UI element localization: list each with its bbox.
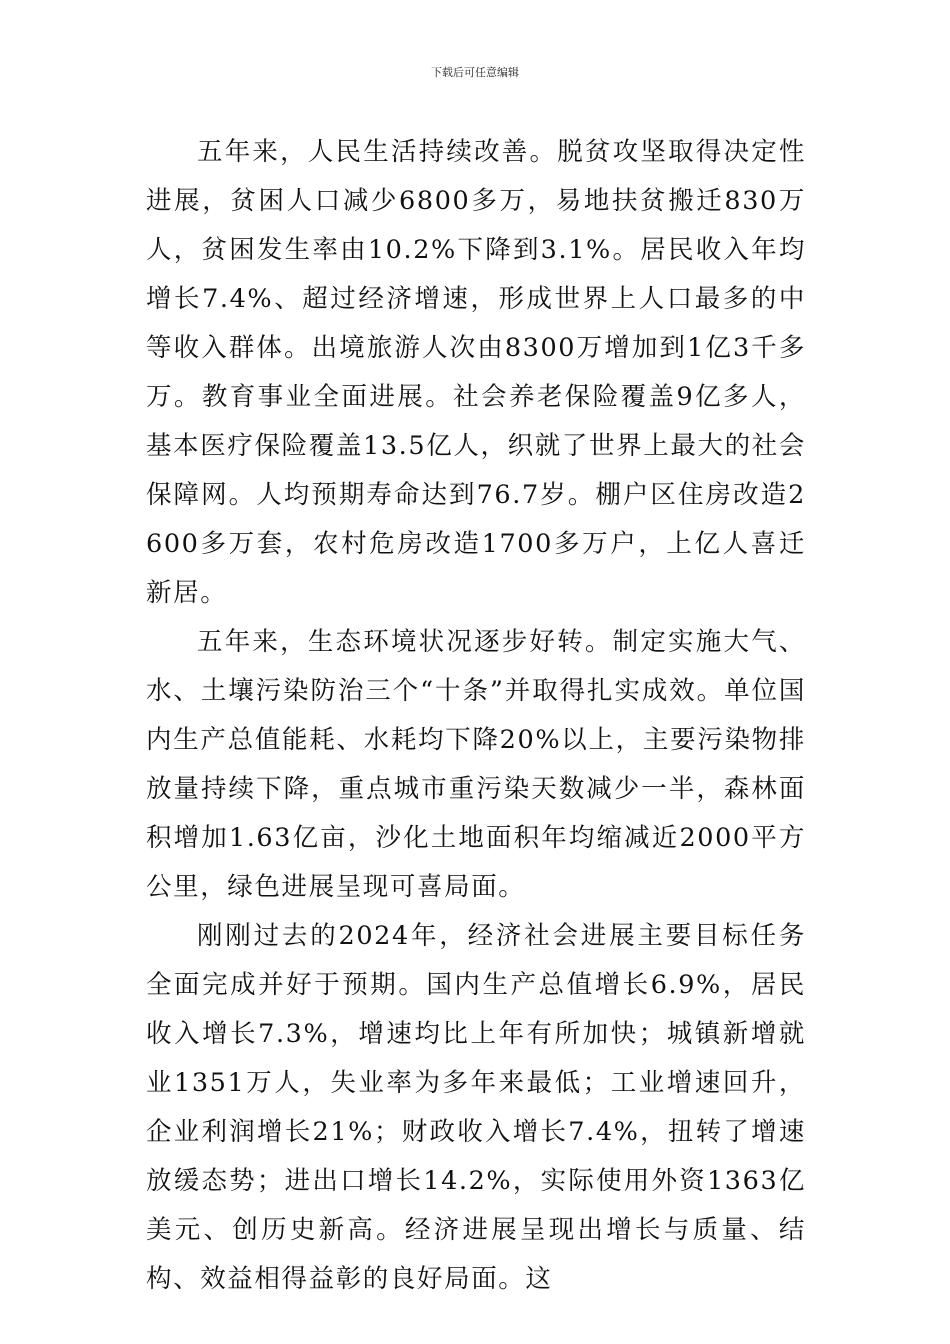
paragraph-ecology: 五年来，生态环境状况逐步好转。制定实施大气、水、土壤污染防治三个“十条”并取得扎实成效。单位国内生产总值能耗、水耗均下降20%以上，主要污染物排放量持续下降，重点城市重污染天数减少一半，森林面积增加1.63亿亩，沙化土地面积年均缩减近2000平方公里，绿色进展呈现可喜局面。 <box>146 627 806 902</box>
document-body <box>146 128 806 1304</box>
paragraph-living-standards: 五年来，人民生活持续改善。脱贫攻坚取得决定性进展，贫困人口减少6800多万，易地扶贫搬迁830万人，贫困发生率由10.2%下降到3.1%。居民收入年均增长7.4%、超过经济增速，形成世界上人口最多的中等收入群体。出境旅游人次由8300万增加到1亿3千多万。教育事业全面进展。社会养老保险覆盖9亿多人，基本医疗保险覆盖13.5亿人，织就了世界上最大的社会保障网。人均预期寿命达到76.7岁。棚户区住房改造2600多万套，农村危房改造1700多万户，上亿人喜迁新居。 <box>146 137 806 608</box>
paragraph-economy-2024: 刚刚过去的2024年，经济社会进展主要目标任务全面完成并好于预期。国内生产总值增长6.9%，居民收入增长7.3%，增速均比上年有所加快；城镇新增就业1351万人，失业率为多年来最低；工业增速回升，企业利润增长21%；财政收入增长7.4%，扭转了增速放缓态势；进出口增长14.2%，实际使用外资1363亿美元、创历史新高。经济进展呈现出增长与质量、结构、效益相得益彰的良好局面。这 <box>146 921 806 1294</box>
page-header: 下载后可任意编辑 <box>431 66 519 79</box>
